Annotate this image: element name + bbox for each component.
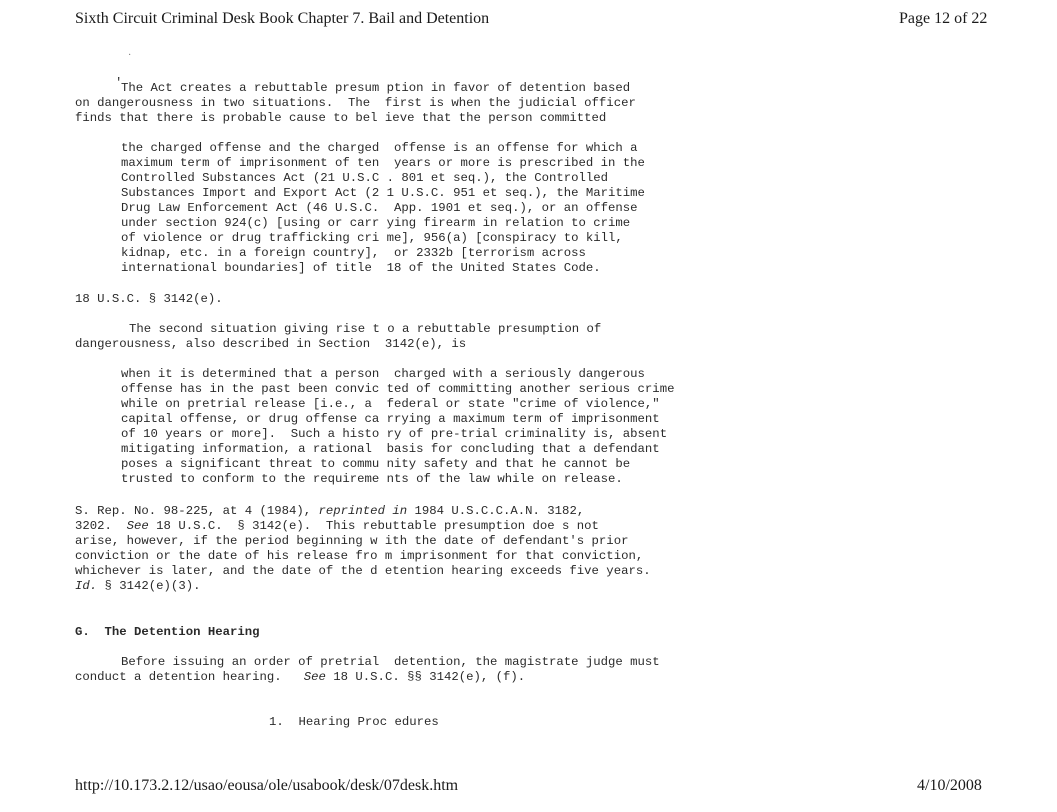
bullet-mark: ' — [115, 76, 123, 90]
para3-line-1: Before issuing an order of pretrial detention, the magistrate judge must — [121, 655, 660, 669]
para3-text: conduct a detention hearing. — [75, 670, 304, 684]
scan-mark: · — [128, 50, 132, 61]
section-heading: G. The Detention Hearing — [75, 625, 260, 639]
header-title: Sixth Circuit Criminal Desk Book Chapter 7. Bail and Detention — [75, 10, 490, 27]
cite2-text: 3202. — [75, 519, 127, 533]
cite2-text: S. Rep. No. 98-225, at 4 (1984), — [75, 504, 319, 518]
citation-1: 18 U.S.C. § 3142(e). — [75, 292, 223, 306]
cite2-italic: See — [126, 519, 149, 533]
header-page-number: Page 12 of 22 — [899, 10, 988, 27]
quote1-line: the charged offense and the charged offense is an offense for which a — [121, 141, 638, 155]
para3-text: 18 U.S.C. §§ 3142(e), (f). — [325, 670, 526, 684]
quote1-line: Controlled Substances Act (21 U.S.C . 801 et seq.), the Controlled — [121, 171, 609, 185]
para1-line-2: on dangerousness in two situations. The first is when the judicial officer — [75, 96, 636, 110]
cite2-text: § 3142(e)(3). — [97, 579, 201, 593]
quote2-line: capital offense, or drug offense ca rrying a maximum term of imprisonment — [121, 412, 660, 426]
footer-url[interactable]: http://10.173.2.12/usao/eousa/ole/usabook/desk/07desk.htm — [75, 777, 459, 794]
footer-date: 4/10/2008 — [917, 777, 982, 794]
quote1-line: maximum term of imprisonment of ten years or more is prescribed in the — [121, 156, 645, 170]
quote2-line: offense has in the past been convic ted of committing another serious crime — [121, 382, 675, 396]
para3-italic: See — [303, 670, 326, 684]
citation-2-line-6 — [75, 579, 200, 594]
quote2-line: mitigating information, a rational basis for concluding that a defendant — [121, 442, 660, 456]
cite2-text: 18 U.S.C. § 3142(e). This rebuttable presumption doe s not — [148, 519, 599, 533]
quote1-line: Substances Import and Export Act (2 1 U.S.C. 951 et seq.), the Maritime — [121, 186, 645, 200]
quote2-line: poses a significant threat to commu nity safety and that he cannot be — [121, 457, 631, 471]
quote2-line: when it is determined that a person charged with a seriously dangerous — [121, 367, 645, 381]
para2-line-1: The second situation giving rise t o a rebuttable presumption of — [129, 322, 602, 336]
citation-2-line-1 — [75, 504, 584, 519]
quote2-line: while on pretrial release [i.e., a federal or state "crime of violence," — [121, 397, 660, 411]
para3-line-2 — [75, 670, 525, 685]
citation-2-line-2 — [75, 519, 599, 534]
subheading: 1. Hearing Proc edures — [269, 715, 439, 729]
quote2-line: trusted to conform to the requireme nts of the law while on release. — [121, 472, 623, 486]
citation-2-line-3: arise, however, if the period beginning w ith the date of defendant's prior — [75, 534, 629, 548]
para2-line-2: dangerousness, also described in Section 3142(e), is — [75, 337, 467, 351]
quote1-line: international boundaries] of title 18 of the United States Code. — [121, 261, 601, 275]
para1-line-1: The Act creates a rebuttable presum ption in favor of detention based — [121, 81, 631, 95]
cite2-italic: reprinted in — [318, 504, 408, 518]
citation-2-line-4: conviction or the date of his release fro m imprisonment for that conviction, — [75, 549, 644, 563]
quote1-line: kidnap, etc. in a foreign country], or 2332b [terrorism across — [121, 246, 586, 260]
para1-line-3: finds that there is probable cause to bel ieve that the person committed — [75, 111, 607, 125]
citation-2-line-5: whichever is later, and the date of the d etention hearing exceeds five years. — [75, 564, 651, 578]
quote1-line: Drug Law Enforcement Act (46 U.S.C. App. 1901 et seq.), or an offense — [121, 201, 638, 215]
quote1-line: of violence or drug trafficking cri me], 956(a) [conspiracy to kill, — [121, 231, 623, 245]
cite2-text: 1984 U.S.C.C.A.N. 3182, — [407, 504, 585, 518]
quote2-line: of 10 years or more]. Such a histo ry of pre-trial criminality is, absent — [121, 427, 668, 441]
cite2-italic: Id. — [75, 579, 98, 593]
quote1-line: under section 924(c) [using or carr ying firearm in relation to crime — [121, 216, 631, 230]
